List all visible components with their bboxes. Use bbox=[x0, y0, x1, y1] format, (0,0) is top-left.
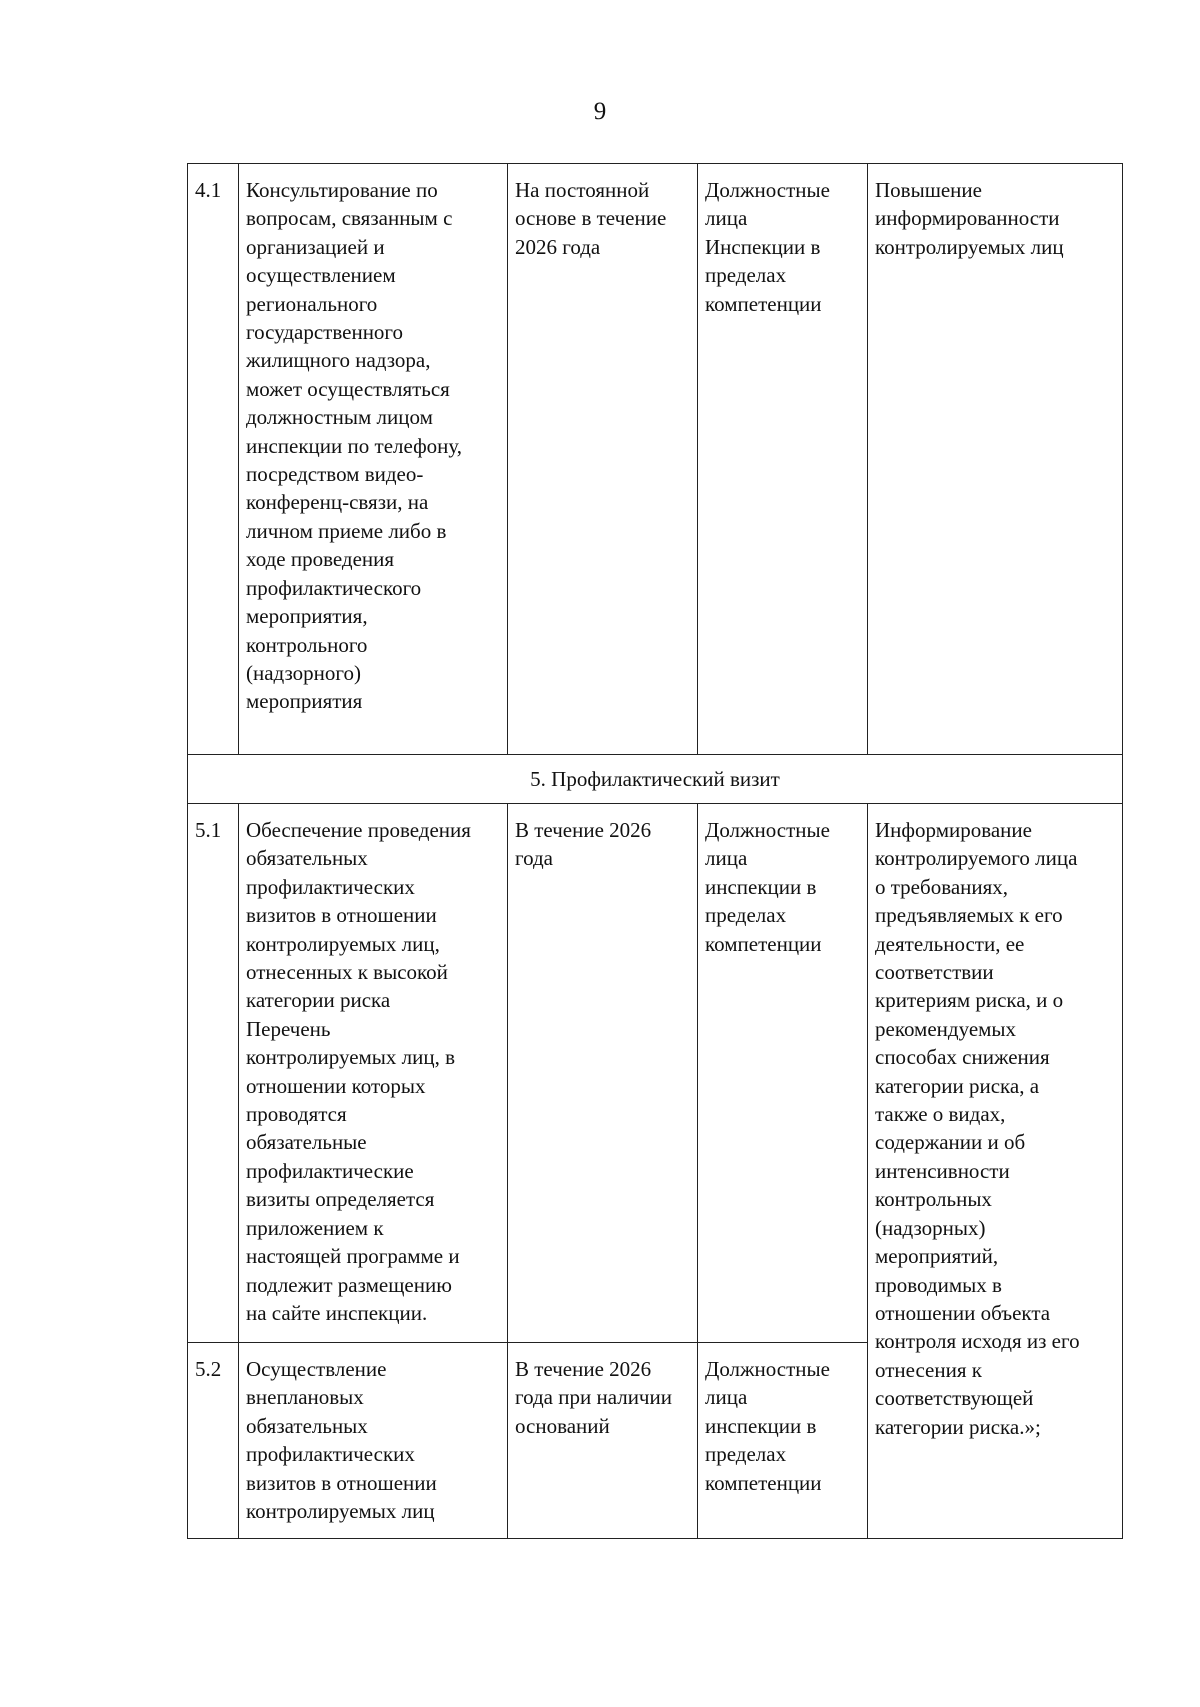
activity-cell: Обеспечение проведения обязательных профилактических визитов в отношении контролируемых лиц, отнесенных к высокой категории риска Перечень контролируемых лиц, в отношении которых проводятся обязательные профилактические визиты определяется приложением к настоящей программе и подлежит размещению на сайте инспекции. bbox=[239, 804, 508, 1343]
period-cell: В течение 2026 года bbox=[508, 804, 698, 1343]
row-number: 5.1 bbox=[188, 804, 239, 1343]
page-number: 9 bbox=[593, 98, 607, 125]
section-heading: 5. Профилактический визит bbox=[188, 755, 1123, 804]
table-row bbox=[188, 164, 1123, 755]
row-number: 5.2 bbox=[188, 1343, 239, 1539]
section-row bbox=[188, 755, 1123, 804]
period-cell: В течение 2026 года при наличии оснований bbox=[508, 1343, 698, 1539]
responsible-cell: Должностные лица Инспекции в пределах компетенции bbox=[698, 164, 868, 755]
result-cell: Повышение информированности контролируемых лиц bbox=[868, 164, 1123, 755]
responsible-cell: Должностные лица инспекции в пределах компетенции bbox=[698, 1343, 868, 1539]
activity-cell: Консультирование по вопросам, связанным с организацией и осуществлением регионального государственного жилищного надзора, может осуществляться должностным лицом инспекции по телефону, посредством видео- конференц-связи, на личном приеме либо в ходе проведения профилактического мероприятия, контрольного (надзорного) мероприятия bbox=[239, 164, 508, 755]
row-number: 4.1 bbox=[188, 164, 239, 755]
table-row bbox=[188, 804, 1123, 1343]
result-cell: Информирование контролируемого лица о требованиях, предъявляемых к его деятельности, ее соответствии критериям риска, и о рекомендуемых способах снижения категории риска, а также о видах, содержании и об интенсивности контрольных (надзорных) мероприятий, проводимых в отношении объекта контроля исходя из его отнесения к соответствующей категории риска.»; bbox=[868, 804, 1123, 1539]
period-cell: На постоянной основе в течение 2026 года bbox=[508, 164, 698, 755]
responsible-cell: Должностные лица инспекции в пределах компетенции bbox=[698, 804, 868, 1343]
activity-cell: Осуществление внеплановых обязательных профилактических визитов в отношении контролируемых лиц bbox=[239, 1343, 508, 1539]
prevention-program-table bbox=[187, 163, 1123, 1539]
